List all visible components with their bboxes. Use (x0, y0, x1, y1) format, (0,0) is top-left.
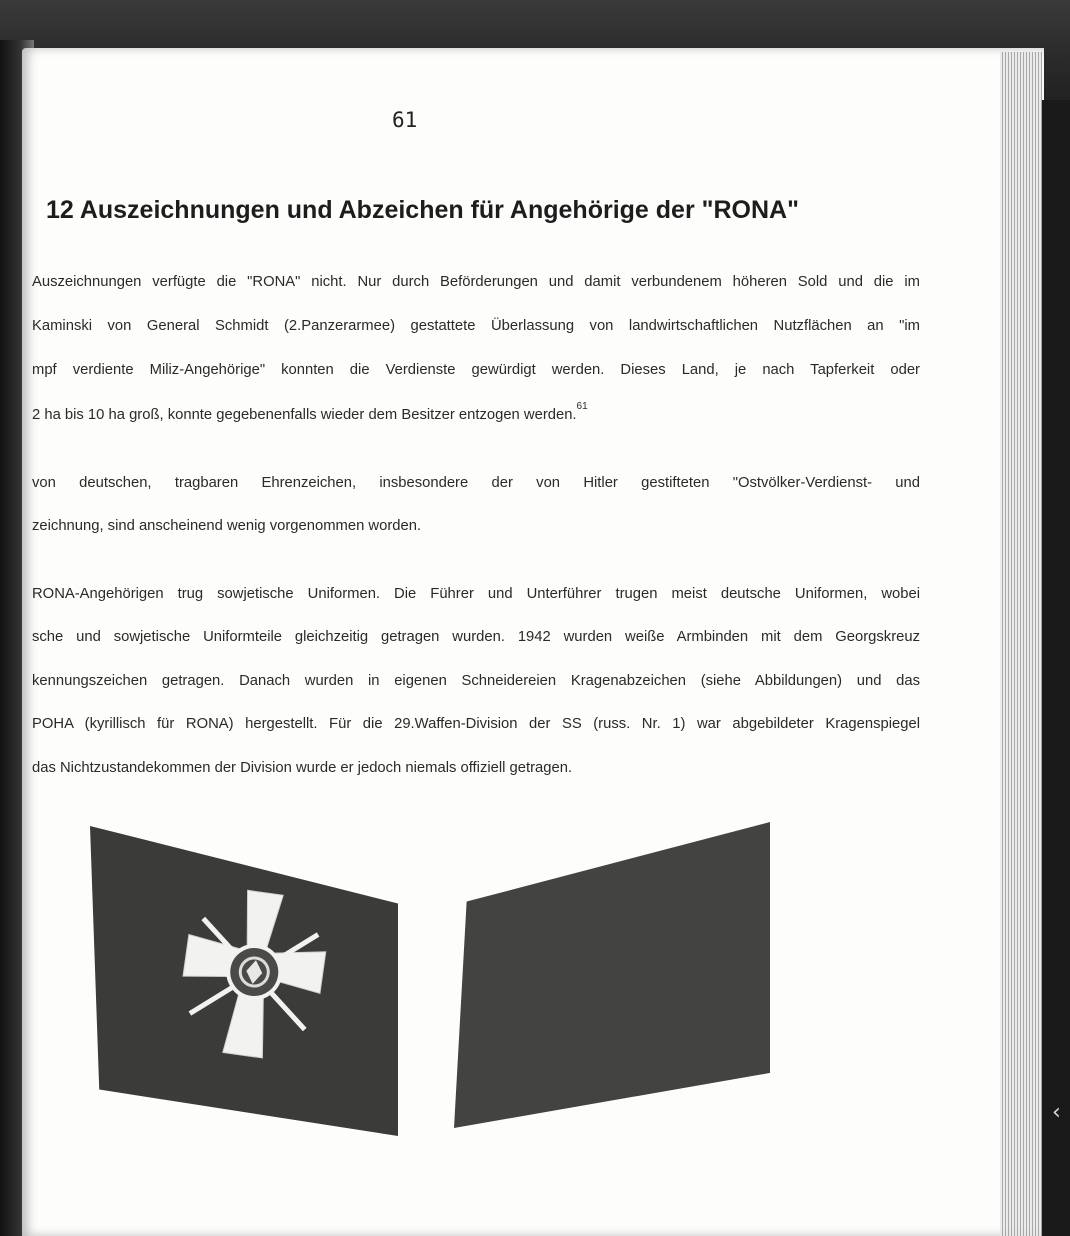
paragraph-1-line-2: Kaminski von General Schmidt (2.Panzerarmee) gestattete Überlassung von landwirtschaftlichen Nutzflächen an "im (32, 318, 920, 334)
paragraph-1-line-1: Auszeichnungen verfügte die "RONA" nicht. Nur durch Beförderungen und damit verbundenem höheren Sold und die im (32, 274, 920, 290)
paragraph-3-line-2: sche und sowjetische Uniformteile gleichzeitig getragen wurden. 1942 wurden weiße Armbinden mit dem Georgskreuz (32, 629, 920, 645)
cross-icon (155, 875, 354, 1074)
paragraph-1-line-3: mpf verdiente Miliz-Angehörige" konnten die Verdienste gewürdigt werden. Dieses Land, je nach Tapferkeit oder (32, 362, 920, 378)
paragraph-2-line-1: von deutschen, tragbaren Ehrenzeichen, insbesondere der von Hitler gestifteten "Ostvölker-Verdienst- und (32, 475, 920, 491)
section-heading: 12 Auszeichnungen und Abzeichen für Angehörige der "RONA" (46, 196, 799, 224)
paragraph-3-line-1: RONA-Angehörigen trug sowjetische Uniformen. Die Führer und Unterführer trugen meist deutsche Uniformen, wobei (32, 586, 920, 602)
page-number: 61 (392, 108, 418, 132)
paragraph-3-line-4: POHA (kyrillisch für RONA) hergestellt. Für die 29.Waffen-Division der SS (russ. Nr. 1) war abgebildeter Kragenspiegel (32, 716, 920, 732)
footnote-reference: 61 (576, 401, 588, 412)
scan-background-right (1042, 100, 1070, 1236)
page-edge-stack (1000, 52, 1042, 1236)
paragraph-2-line-2: zeichnung, sind anscheinend wenig vorgenommen worden. (32, 518, 422, 534)
paragraph-3-line-5: das Nichtzustandekommen der Division wurde er jedoch niemals offiziell getragen. (32, 760, 573, 776)
paragraph-1-line-4 (32, 401, 588, 423)
paragraph-1-line-4-text: 2 ha bis 10 ha groß, konnte gegebenenfalls wieder dem Besitzer entzogen werden. (32, 406, 577, 423)
page-corner-mark-icon: ‹ (1052, 1100, 1061, 1125)
paragraph-3-line-3: kennungszeichen getragen. Danach wurden in eigenen Schneidereien Kragenabzeichen (siehe Abbildungen) und das (32, 673, 920, 689)
